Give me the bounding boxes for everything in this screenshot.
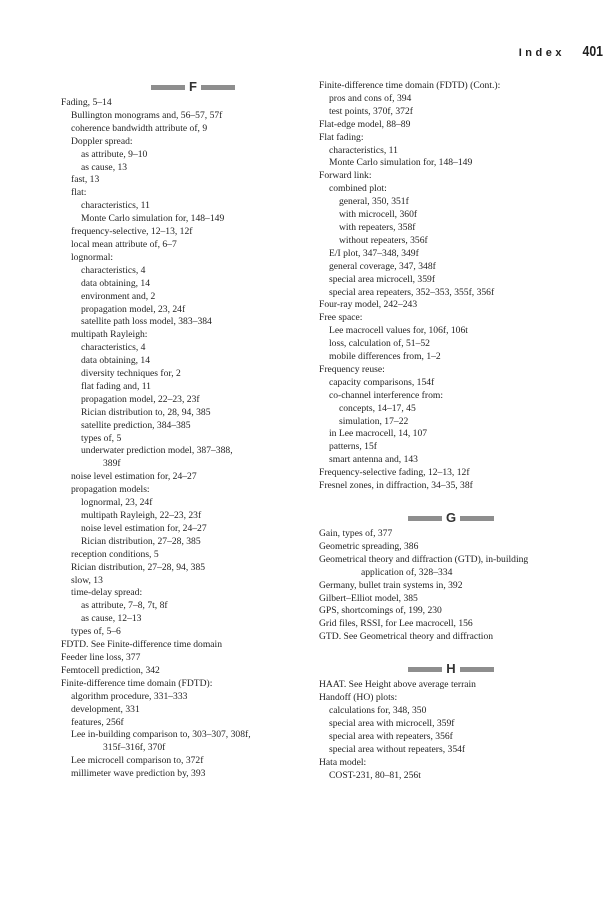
index-entry: 315f–316f, 370f xyxy=(103,742,166,754)
index-entry: Doppler spread: xyxy=(71,135,133,147)
index-entry: general, 350, 351f xyxy=(339,196,409,208)
index-entry: as cause, 13 xyxy=(81,161,128,173)
index-entry: capacity comparisons, 154f xyxy=(329,376,435,388)
index-entry: FDTD. See Finite-difference time domain xyxy=(61,639,223,651)
index-entry: pros and cons of, 394 xyxy=(329,92,412,104)
index-entry: Rician distribution to, 28, 94, 385 xyxy=(81,406,211,418)
index-entry: noise level estimation for, 24–27 xyxy=(71,471,197,483)
index-entry: types of, 5 xyxy=(81,432,122,444)
index-entry: 389f xyxy=(103,458,121,470)
index-entry: GTD. See Geometrical theory and diffraction xyxy=(319,631,494,643)
index-entry: Grid files, RSSI, for Lee macrocell, 156 xyxy=(319,618,473,630)
section-rule xyxy=(408,667,442,672)
index-entry: propagation model, 22–23, 23f xyxy=(81,393,200,405)
section-letter-g xyxy=(319,511,583,525)
index-entry: as cause, 12–13 xyxy=(81,613,142,625)
index-entry: application of, 328–334 xyxy=(361,566,453,578)
index-entry: propagation model, 23, 24f xyxy=(81,303,186,315)
index-entry: general coverage, 347, 348f xyxy=(329,260,436,272)
index-entry: Monte Carlo simulation for, 148–149 xyxy=(329,157,473,169)
index-entry: Gilbert–Elliot model, 385 xyxy=(319,592,418,604)
index-entry: Femtocell prediction, 342 xyxy=(61,664,160,676)
index-entry: concepts, 14–17, 45 xyxy=(339,402,416,414)
index-entry: multipath Rayleigh: xyxy=(71,329,148,341)
section-rule xyxy=(460,667,494,672)
index-entry: loss, calculation of, 51–52 xyxy=(329,338,430,350)
index-entry: flat fading and, 11 xyxy=(81,380,151,392)
index-entry: Handoff (HO) plots: xyxy=(319,692,398,704)
section-rule xyxy=(460,516,494,521)
index-entry: features, 256f xyxy=(71,716,124,728)
index-entry: combined plot: xyxy=(329,183,387,195)
index-entry: types of, 5–6 xyxy=(71,626,121,638)
index-entry: Fresnel zones, in diffraction, 34–35, 38f xyxy=(319,480,473,492)
index-entry: data obtaining, 14 xyxy=(81,355,151,367)
index-entry: satellite path loss model, 383–384 xyxy=(81,316,212,328)
section-rule xyxy=(151,85,185,90)
index-entry: Frequency-selective fading, 12–13, 12f xyxy=(319,467,470,479)
index-entry: Flat-edge model, 88–89 xyxy=(319,118,411,130)
index-entry: Hata model: xyxy=(319,756,367,768)
section-letter: G xyxy=(445,509,457,525)
index-entry: special area without repeaters, 354f xyxy=(329,743,466,755)
index-entry: as attribute, 9–10 xyxy=(81,148,148,160)
index-entry: Fading, 5–14 xyxy=(61,97,112,108)
index-entry: Monte Carlo simulation for, 148–149 xyxy=(81,213,225,225)
section-letter-h xyxy=(319,662,583,676)
index-entry: Flat fading: xyxy=(319,131,364,143)
index-entry: multipath Rayleigh, 22–23, 23f xyxy=(81,510,202,521)
index-entry: E/I plot, 347–348, 349f xyxy=(329,247,419,259)
index-entry: algorithm procedure, 331–333 xyxy=(71,690,188,702)
index-entry: underwater prediction model, 387–388, xyxy=(81,445,233,457)
index-entry: noise level estimation for, 24–27 xyxy=(81,522,207,534)
index-entry: special area microcell, 359f xyxy=(329,273,436,285)
index-entry: without repeaters, 356f xyxy=(339,234,428,246)
index-entry: Geometrical theory and diffraction (GTD), in-building xyxy=(319,553,529,565)
index-entry: reception conditions, 5 xyxy=(71,548,159,560)
index-entry: Lee in-building comparison to, 303–307, 308f, xyxy=(71,729,251,741)
index-entry: GPS, shortcomings of, 199, 230 xyxy=(319,605,442,617)
section-letter-f xyxy=(61,80,325,94)
index-entry: Rician distribution, 27–28, 385 xyxy=(81,535,201,547)
index-entry: Rician distribution, 27–28, 94, 385 xyxy=(71,561,206,573)
index-entry: Finite-difference time domain (FDTD): xyxy=(61,677,213,689)
index-entry: simulation, 17–22 xyxy=(339,415,409,427)
index-entry: with repeaters, 358f xyxy=(339,221,416,233)
index-entry: Feeder line loss, 377 xyxy=(61,651,141,663)
index-entry: Finite-difference time domain (FDTD) (Cont.): xyxy=(319,80,501,91)
index-entry: flat: xyxy=(71,187,87,199)
index-entry: Four-ray model, 242–243 xyxy=(319,299,418,311)
index-entry: diversity techniques for, 2 xyxy=(81,368,181,380)
index-entry: characteristics, 4 xyxy=(81,264,146,276)
index-entry: local mean attribute of, 6–7 xyxy=(71,238,177,250)
index-entry: fast, 13 xyxy=(71,174,100,186)
index-entry: coherence bandwidth attribute of, 9 xyxy=(71,122,208,134)
index-column-right xyxy=(319,80,583,782)
running-head-label: Index xyxy=(518,47,565,59)
index-entry: frequency-selective, 12–13, 12f xyxy=(71,226,193,238)
running-head xyxy=(519,43,603,63)
index-entry: characteristics, 11 xyxy=(81,200,150,212)
index-entry: development, 331 xyxy=(71,703,140,715)
index-entry: special area repeaters, 352–353, 355f, 356f xyxy=(329,286,495,298)
index-entry: Gain, types of, 377 xyxy=(319,528,393,539)
index-entry: co-channel interference from: xyxy=(329,389,443,401)
index-entry: characteristics, 11 xyxy=(329,144,398,156)
index-entry: Lee macrocell values for, 106f, 106t xyxy=(329,325,468,337)
index-entry: millimeter wave prediction by, 393 xyxy=(71,768,206,780)
index-entry: mobile differences from, 1–2 xyxy=(329,351,441,363)
index-entry: patterns, 15f xyxy=(329,441,377,453)
section-letter: F xyxy=(189,78,197,94)
index-entry: lognormal, 23, 24f xyxy=(81,497,153,509)
index-entry: as attribute, 7–8, 7t, 8f xyxy=(81,600,168,612)
index-entry: special area with microcell, 359f xyxy=(329,717,455,729)
index-entry: characteristics, 4 xyxy=(81,342,146,354)
index-entry: HAAT. See Height above average terrain xyxy=(319,679,476,691)
page-number: 401 xyxy=(582,43,603,60)
index-entry: Lee microcell comparison to, 372f xyxy=(71,755,204,767)
index-entry: COST-231, 80–81, 256t xyxy=(329,769,421,781)
section-rule xyxy=(201,85,235,90)
index-entry: Geometric spreading, 386 xyxy=(319,540,419,552)
index-entry: environment and, 2 xyxy=(81,290,156,302)
index-column-left xyxy=(61,80,325,781)
index-entry: slow, 13 xyxy=(71,574,103,586)
index-entry: in Lee macrocell, 14, 107 xyxy=(329,428,428,440)
index-entry: data obtaining, 14 xyxy=(81,277,151,289)
index-entry: test points, 370f, 372f xyxy=(329,105,413,117)
index-entry: lognormal: xyxy=(71,251,114,263)
index-entry: Germany, bullet train systems in, 392 xyxy=(319,579,463,591)
index-entry: Frequency reuse: xyxy=(319,363,385,375)
index-entry: special area with repeaters, 356f xyxy=(329,730,453,742)
index-entry: smart antenna and, 143 xyxy=(329,454,418,466)
section-rule xyxy=(408,516,442,521)
index-entry: time-delay spread: xyxy=(71,587,143,599)
index-entry: satellite prediction, 384–385 xyxy=(81,419,191,431)
index-entry: Forward link: xyxy=(319,170,372,182)
section-letter: H xyxy=(446,660,456,676)
index-entry: with microcell, 360f xyxy=(339,209,418,221)
index-entry: propagation models: xyxy=(71,484,150,496)
index-entry: Free space: xyxy=(319,312,363,324)
index-entry: Bullington monograms and, 56–57, 57f xyxy=(71,109,223,121)
index-entry: calculations for, 348, 350 xyxy=(329,704,427,716)
